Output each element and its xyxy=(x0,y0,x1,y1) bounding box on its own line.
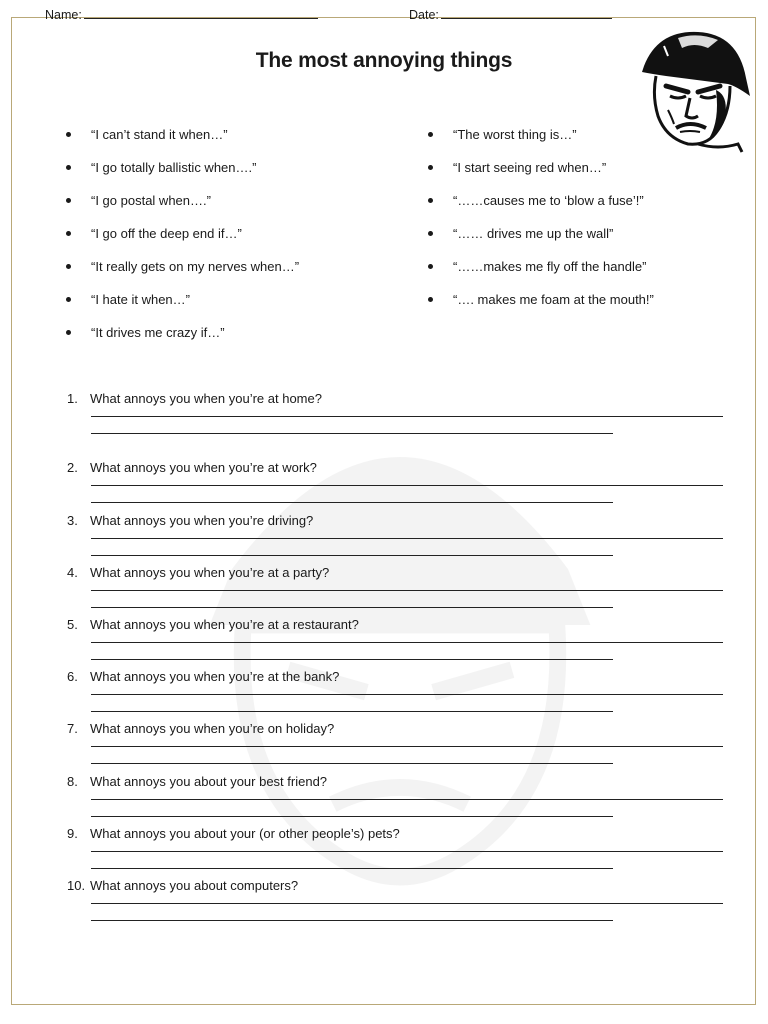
bullet-icon xyxy=(66,132,71,137)
phrase-item xyxy=(64,190,299,223)
question-number: 6. xyxy=(67,669,78,684)
page-title: The most annoying things xyxy=(255,49,513,72)
phrase-text: “……causes me to ‘blow a fuse’!” xyxy=(453,193,644,208)
phrase-item xyxy=(426,289,654,322)
phrase-item xyxy=(64,289,299,322)
bullet-icon xyxy=(428,165,433,170)
answer-line[interactable] xyxy=(91,711,613,712)
bullet-icon xyxy=(66,231,71,236)
question-text: What annoys you about your (or other people’s) pets? xyxy=(90,826,400,841)
phrase-item xyxy=(64,256,299,289)
question-number: 7. xyxy=(67,721,78,736)
question-text: What annoys you when you’re at the bank? xyxy=(90,669,340,684)
answer-line[interactable] xyxy=(91,485,723,486)
phrase-item xyxy=(64,322,299,355)
phrase-text: “It drives me crazy if…” xyxy=(91,325,225,340)
answer-line[interactable] xyxy=(91,433,613,434)
answer-line[interactable] xyxy=(91,903,723,904)
name-field[interactable] xyxy=(45,7,318,23)
bullet-icon xyxy=(428,231,433,236)
bullet-icon xyxy=(66,198,71,203)
answer-line[interactable] xyxy=(91,538,723,539)
phrase-item xyxy=(64,124,299,157)
phrase-text: “……makes me fly off the handle” xyxy=(453,259,647,274)
question-text: What annoys you when you’re driving? xyxy=(90,513,314,528)
phrase-text: “I hate it when…” xyxy=(91,292,190,307)
answer-line[interactable] xyxy=(91,502,613,503)
bullet-icon xyxy=(66,165,71,170)
answer-line[interactable] xyxy=(91,555,613,556)
answer-line[interactable] xyxy=(91,920,613,921)
date-blank-line xyxy=(441,7,612,19)
phrase-item xyxy=(426,256,654,289)
phrase-text: “It really gets on my nerves when…” xyxy=(91,259,300,274)
phrase-list-right xyxy=(426,124,654,322)
question-text: What annoys you when you’re at home? xyxy=(90,391,322,406)
answer-line[interactable] xyxy=(91,799,723,800)
question-text: What annoys you about computers? xyxy=(90,878,299,893)
bullet-icon xyxy=(66,330,71,335)
phrase-item xyxy=(64,223,299,256)
name-blank-line xyxy=(84,7,318,19)
question-text: What annoys you when you’re on holiday? xyxy=(90,721,335,736)
phrase-text: “I can’t stand it when…” xyxy=(91,127,228,142)
date-label: Date: xyxy=(409,8,439,22)
angry-face-helmet-icon xyxy=(638,26,750,154)
question-text: What annoys you when you’re at work? xyxy=(90,460,317,475)
question-text: What annoys you about your best friend? xyxy=(90,774,328,789)
phrase-text: “I go postal when….” xyxy=(91,193,211,208)
question-number: 5. xyxy=(67,617,78,632)
answer-line[interactable] xyxy=(91,642,723,643)
answer-line[interactable] xyxy=(91,763,613,764)
question-text: What annoys you when you’re at a restaurant? xyxy=(90,617,359,632)
question-text: What annoys you when you’re at a party? xyxy=(90,565,330,580)
answer-line[interactable] xyxy=(91,607,613,608)
question-number: 3. xyxy=(67,513,78,528)
phrase-text: “…. makes me foam at the mouth!” xyxy=(453,292,654,307)
question-number: 8. xyxy=(67,774,78,789)
question-number: 2. xyxy=(67,460,78,475)
answer-line[interactable] xyxy=(91,590,723,591)
question-number: 1. xyxy=(67,391,78,406)
bullet-icon xyxy=(66,297,71,302)
phrase-item xyxy=(426,124,654,157)
question-number: 4. xyxy=(67,565,78,580)
bullet-icon xyxy=(428,132,433,137)
phrase-item xyxy=(426,190,654,223)
phrase-item xyxy=(426,223,654,256)
bullet-icon xyxy=(428,264,433,269)
phrase-text: “The worst thing is…” xyxy=(453,127,577,142)
answer-line[interactable] xyxy=(91,746,723,747)
question-number: 9. xyxy=(67,826,78,841)
answer-line[interactable] xyxy=(91,851,723,852)
answer-line[interactable] xyxy=(91,694,723,695)
answer-line[interactable] xyxy=(91,416,723,417)
bullet-icon xyxy=(428,297,433,302)
answer-line[interactable] xyxy=(91,659,613,660)
date-field[interactable] xyxy=(409,7,612,23)
answer-line[interactable] xyxy=(91,816,613,817)
name-label: Name: xyxy=(45,8,82,22)
phrase-item xyxy=(64,157,299,190)
phrase-text: “…… drives me up the wall” xyxy=(453,226,614,241)
phrase-text: “I go totally ballistic when….” xyxy=(91,160,257,175)
phrase-list-left xyxy=(64,124,299,355)
phrase-item xyxy=(426,157,654,190)
question-number: 10. xyxy=(67,878,86,893)
phrase-text: “I go off the deep end if…” xyxy=(91,226,242,241)
bullet-icon xyxy=(428,198,433,203)
phrase-text: “I start seeing red when…” xyxy=(453,160,607,175)
answer-line[interactable] xyxy=(91,868,613,869)
bullet-icon xyxy=(66,264,71,269)
